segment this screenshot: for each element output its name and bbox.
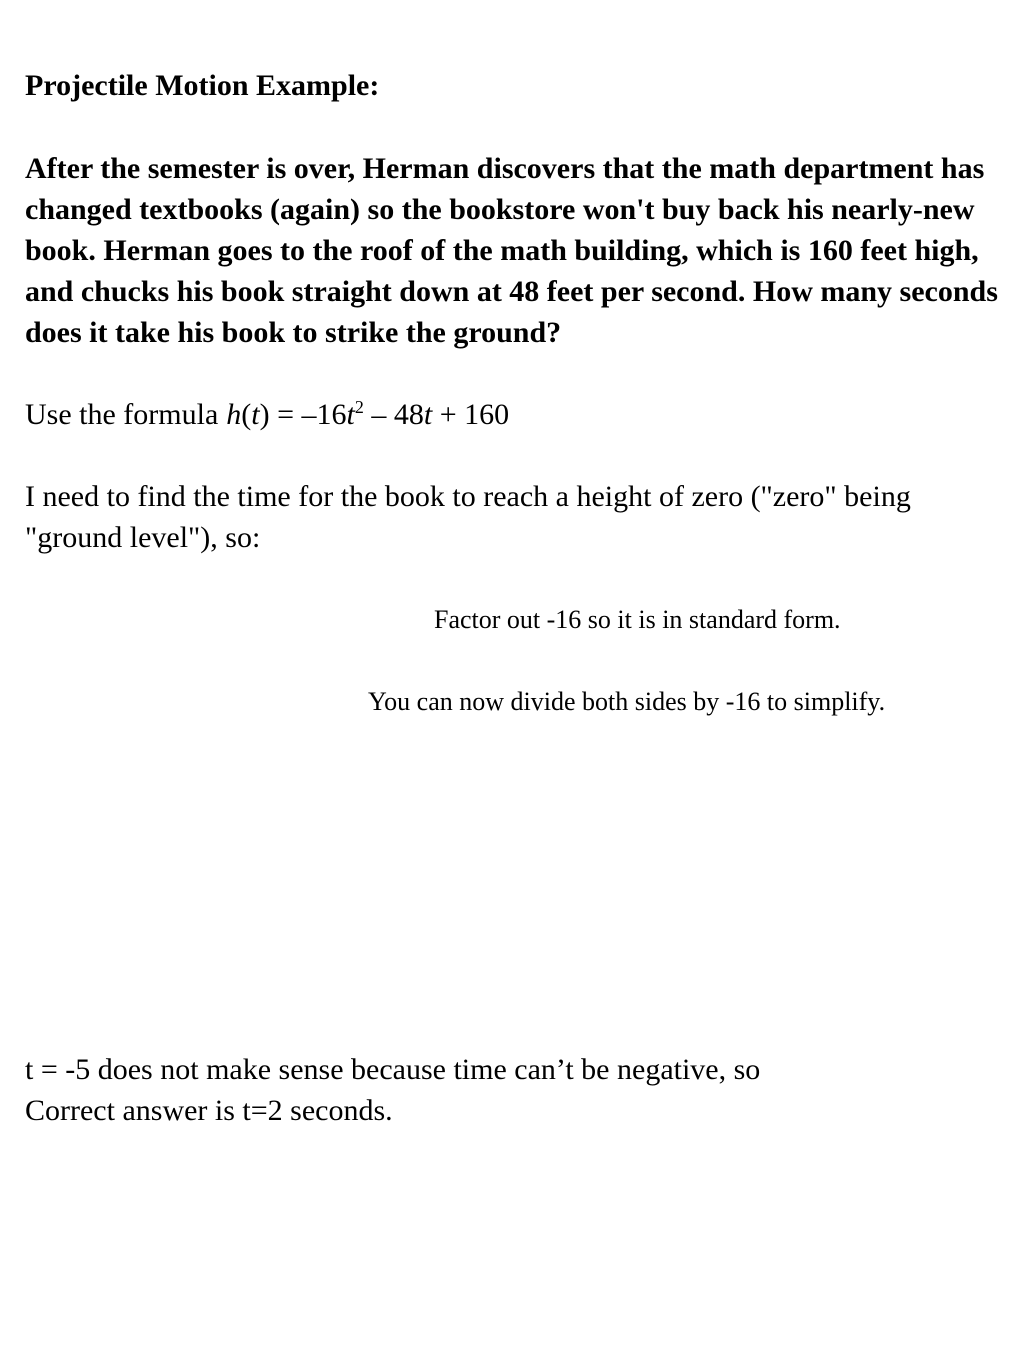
conclusion: [25, 1049, 1005, 1131]
formula-prefix: Use the formula: [25, 398, 219, 431]
conclusion-line-1: t = -5 does not make sense because time can’t be negative, so: [25, 1053, 761, 1086]
formula-rhs-b: – 48: [363, 398, 424, 431]
solution-intro: I need to find the time for the book to reach a height of zero ("zero" being "ground level"), so:: [25, 480, 911, 554]
step-note-factor: Factor out -16 so it is in standard form.: [434, 605, 841, 634]
formula-exponent: 2: [354, 397, 364, 417]
step-note-divide: You can now divide both sides by -16 to simplify.: [368, 687, 886, 716]
page-title: Projectile Motion Example:: [25, 69, 380, 102]
formula-variable: t: [251, 398, 260, 431]
problem-statement: After the semester is over, Herman discovers that the math department has changed textbooks (again) so the bookstore won't buy back his nearly-new book. Herman goes to the roof of the math building, which is 160 feet high, and chucks his book straight down at 48 feet per second. How many seconds does it take his book to strike the ground?: [25, 152, 998, 349]
formula-rhs-a: ) = –16: [259, 398, 347, 431]
formula-variable-2: t: [346, 398, 355, 431]
formula-variable-3: t: [423, 398, 433, 431]
formula-function: h: [226, 398, 242, 431]
formula-rhs-c: + 160: [432, 398, 510, 431]
formula-line: Use the formula $h(t) = -16t^2 - 48t + 160$: [25, 397, 510, 431]
conclusion-line-2: Correct answer is t=2 seconds.: [25, 1094, 393, 1127]
